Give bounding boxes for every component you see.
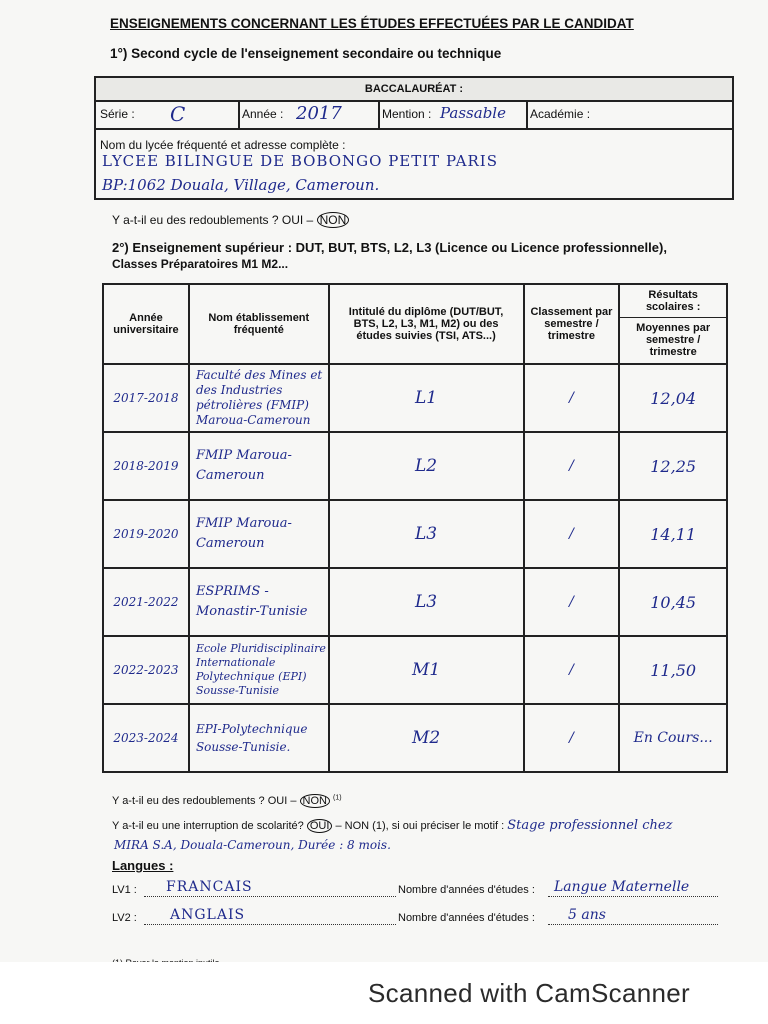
cell-moyenne: En Cours... — [619, 704, 727, 772]
annee-label: Année : — [242, 107, 284, 121]
redoublement-text-2: Y a-t-il eu des redoublements ? OUI – — [112, 795, 297, 807]
interruption-text-start: Y a-t-il eu une interruption de scolarité? — [112, 820, 304, 832]
table-row — [103, 432, 727, 500]
cell-moyenne: 12,04 — [619, 364, 727, 432]
lv1-line — [144, 896, 396, 897]
studies-table — [102, 283, 728, 773]
header-resultats — [619, 284, 727, 364]
section1-title: 1°) Second cycle de l'enseignement secondaire ou technique — [110, 46, 502, 61]
header-resultats-bottom: Moyennes par semestre / trimestre — [636, 321, 711, 358]
lycee-line2: BP:1062 Douala, Village, Cameroun. — [102, 176, 380, 194]
table-row — [103, 364, 727, 432]
cell-annee: 2017-2018 — [103, 364, 189, 432]
academie-label: Académie : — [530, 107, 591, 121]
cell-diplome: L3 — [329, 568, 524, 636]
mention-value: Passable — [440, 104, 506, 122]
lv1-years-label: Nombre d'années d'études : — [398, 884, 535, 896]
cell-etablissement: EPI-Polytechnique Sousse-Tunisie. — [189, 704, 329, 772]
cell-moyenne: 11,50 — [619, 636, 727, 704]
cell-etablissement: FMIP Maroua-Cameroun — [189, 432, 329, 500]
lv2-value: ANGLAIS — [170, 907, 246, 923]
lv1-years-line — [548, 896, 718, 897]
bac-row — [96, 100, 732, 130]
cell-etablissement: ESPRIMS - Monastir-Tunisie — [189, 568, 329, 636]
lv2-row — [112, 906, 722, 928]
cell-moyenne: 14,11 — [619, 500, 727, 568]
header-etablissement: Nom établissement fréquenté — [189, 284, 329, 364]
table-row — [103, 636, 727, 704]
lv1-label: LV1 : — [112, 884, 137, 896]
bac-box — [94, 76, 734, 200]
academie-cell — [526, 100, 732, 128]
lv2-label: LV2 : — [112, 912, 137, 924]
cell-classement: / — [524, 500, 620, 568]
annee-value: 2017 — [296, 103, 342, 124]
cell-moyenne: 10,45 — [619, 568, 727, 636]
cell-classement: / — [524, 568, 620, 636]
cell-diplome: M2 — [329, 704, 524, 772]
lv1-value: FRANCAIS — [166, 879, 253, 895]
serie-value: C — [170, 102, 186, 126]
table-row — [103, 500, 727, 568]
page-title: ENSEIGNEMENTS CONCERNANT LES ÉTUDES EFFECTUÉES PAR LE CANDIDAT — [110, 16, 634, 31]
redoublement-question-2 — [112, 794, 342, 808]
redoublement-note-2: (1) — [333, 794, 342, 802]
cell-annee: 2018-2019 — [103, 432, 189, 500]
header-classement: Classement par semestre / trimestre — [524, 284, 620, 364]
cell-classement: / — [524, 704, 620, 772]
section2-title-line2: Classes Préparatoires M1 M2... — [112, 257, 289, 271]
footnote — [112, 954, 512, 962]
lv1-row — [112, 878, 722, 900]
redoublement-text-1: Y a-t-il eu des redoublements ? OUI – — [112, 213, 314, 227]
interruption-question — [112, 818, 672, 833]
cell-annee: 2021-2022 — [103, 568, 189, 636]
table-header-row — [103, 284, 727, 364]
cell-classement: / — [524, 636, 620, 704]
cell-moyenne: 12,25 — [619, 432, 727, 500]
lv2-years-label: Nombre d'années d'études : — [398, 912, 535, 924]
interruption-motif-line1: Stage professionnel chez — [507, 818, 673, 833]
cell-etablissement: Ecole Pluridisciplinaire Internationale Polytechnique (EPI) Sousse-Tunisie — [189, 636, 329, 704]
lv1-years-value: Langue Maternelle — [554, 879, 690, 895]
cell-diplome: M1 — [329, 636, 524, 704]
interruption-motif-line2: MIRA S.A, Douala-Cameroun, Durée : 8 mois. — [114, 838, 391, 852]
serie-cell — [96, 100, 240, 128]
cell-diplome: L3 — [329, 500, 524, 568]
lv2-years-line — [548, 924, 718, 925]
cell-annee: 2022-2023 — [103, 636, 189, 704]
lv2-years-value: 5 ans — [568, 907, 606, 923]
cell-diplome: L1 — [329, 364, 524, 432]
section2-title-line1: 2°) Enseignement supérieur : DUT, BUT, BTS, L2, L3 (Licence ou Licence professionnelle), — [112, 240, 667, 255]
table-row — [103, 704, 727, 772]
redoublement-circled-2: NON — [300, 794, 330, 808]
annee-cell — [238, 100, 380, 128]
header-resultats-top: Résultats scolaires : — [620, 287, 726, 318]
langues-title: Langues : — [112, 858, 174, 873]
cell-classement: / — [524, 432, 620, 500]
cell-etablissement: Faculté des Mines et des Industries pétrolières (FMIP) Maroua-Cameroun — [189, 364, 329, 432]
lycee-line1: LYCEE BILINGUE DE BOBONGO PETIT PARIS — [102, 152, 498, 170]
cell-annee: 2023-2024 — [103, 704, 189, 772]
header-diplome: Intitulé du diplôme (DUT/BUT, BTS, L2, L3, M1, M2) ou des études suivies (TSI, ATS...) — [329, 284, 524, 364]
interruption-text-end: – NON (1), si oui préciser le motif : — [335, 820, 505, 832]
interruption-circled: OUI — [307, 819, 333, 833]
cell-etablissement: FMIP Maroua-Cameroun — [189, 500, 329, 568]
redoublement-question-1 — [112, 212, 349, 228]
lv2-line — [144, 924, 396, 925]
lycee-label: Nom du lycée fréquenté et adresse complète : — [100, 138, 346, 152]
camscanner-watermark: Scanned with CamScanner — [368, 978, 690, 1008]
mention-label: Mention : — [382, 107, 432, 121]
table-row — [103, 568, 727, 636]
cell-diplome: L2 — [329, 432, 524, 500]
cell-classement: / — [524, 364, 620, 432]
redoublement-circled-1: NON — [317, 212, 350, 228]
cell-annee: 2019-2020 — [103, 500, 189, 568]
header-annee: Année universitaire — [103, 284, 189, 364]
bac-header: BACCALAURÉAT : — [96, 78, 732, 102]
serie-label: Série : — [100, 107, 135, 121]
mention-cell — [378, 100, 528, 128]
